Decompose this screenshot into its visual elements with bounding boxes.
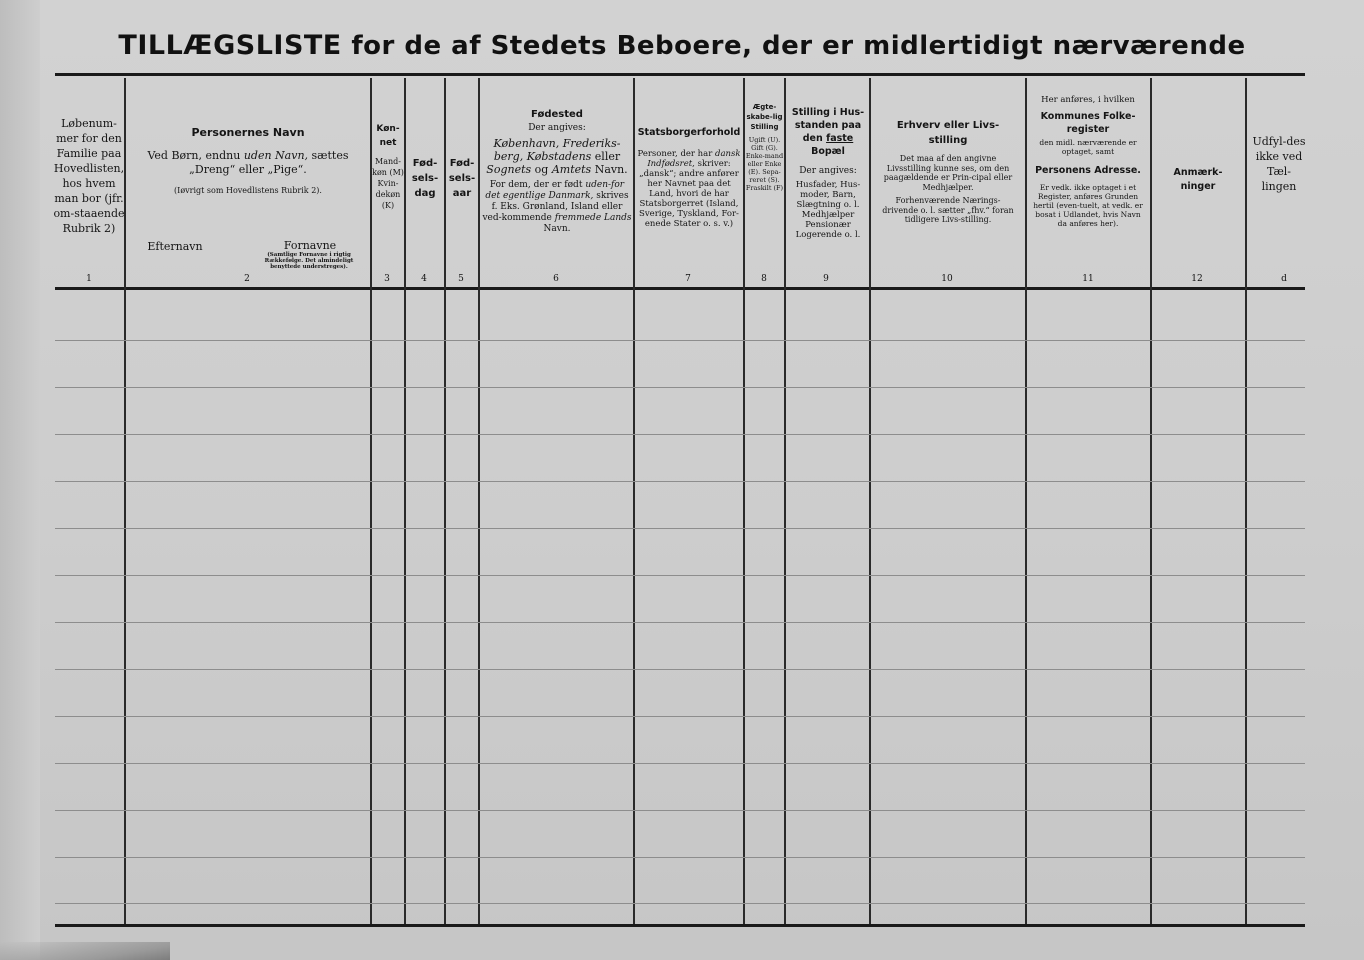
entry-row-line: [55, 575, 1305, 576]
col7-italic: dansk Indfødsret,: [647, 149, 741, 169]
col9-heading: [787, 106, 869, 158]
col12-heading: Anmærk-ninger: [1173, 167, 1223, 192]
col8-text: Ugift (U). Gift (G). Enke-mand eller Enke (E). Sepa-reret (S). Fraskilt (F): [745, 136, 784, 192]
col2-line1: [128, 149, 368, 163]
col10-heading: Erhverv eller Livs-stilling: [896, 120, 1000, 146]
entry-row-line: [55, 810, 1305, 811]
col12-header: [1160, 166, 1236, 194]
col6-line1: [482, 137, 632, 176]
col10-text1: Det maa af den angivne Livsstilling kunne ses, om den paagældende er Prin-cipal eller Medhjælper.: [883, 154, 1013, 192]
col5-header: [446, 156, 478, 201]
col-divider: [869, 78, 871, 924]
col2-firstnames-label: Fornavne: [283, 239, 337, 252]
col-number: 3: [384, 274, 390, 284]
cold-header: Udfyl-des ikke ved Tæl-lingen: [1252, 135, 1306, 193]
col6-p2-italic: uden-for det egentlige Danmark,: [485, 180, 625, 201]
col2-line1-end: sættes: [311, 149, 349, 162]
col6-county: Amtets: [551, 163, 592, 176]
entry-row-line: [55, 340, 1305, 341]
col-number: 9: [823, 274, 829, 284]
col7-t1: Personer, der har: [637, 149, 713, 159]
title-part2: for de af Stedets Beboere, der er: [351, 31, 854, 61]
col-number: 5: [458, 274, 464, 284]
col6-or: eller: [594, 150, 621, 163]
bottom-rule: [55, 924, 1305, 927]
col3-text: Mand-køn (M) Kvin-dekøn (K): [372, 157, 404, 210]
col-number: 2: [244, 274, 250, 284]
page-edge: [0, 0, 40, 960]
entry-row-line: [55, 528, 1305, 529]
col-divider: [404, 78, 406, 924]
col9-heading-underlined: faste: [826, 133, 854, 144]
col-number: 7: [685, 274, 691, 284]
col1-header: Løbenum-mer for den Familie paa Hovedlisten, hos hvem man bor (jfr. om-staaende Rubrik 2): [53, 117, 125, 235]
col9-heading-start: Stilling i Hus-standen paa den: [791, 107, 865, 144]
col6-parish: Sognets: [486, 163, 532, 176]
col-number: 4: [421, 274, 427, 284]
entry-row-line: [55, 857, 1305, 858]
col7-text: [635, 149, 743, 229]
col11-intro: Her anføres, i hvilken: [1041, 95, 1135, 105]
col7-t2: skriver: „dansk“; andre anfører her Navnet paa det Land, hvori de har Statsborgerret (Island, Sverige, Tyskland, For-enede Stater o. s. v.): [639, 159, 739, 229]
col6-cities: København, Frederiks-berg, Købstadens: [493, 137, 621, 163]
col-number: 10: [941, 274, 953, 284]
entry-row-line: [55, 903, 1305, 904]
top-rule: [55, 73, 1305, 76]
col11-heading2: Personens Adresse.: [1035, 165, 1141, 176]
col-divider: [478, 78, 480, 924]
header-bottom-rule: [55, 287, 1305, 290]
col6-sub: Der angives:: [528, 123, 586, 133]
entry-row-line: [55, 434, 1305, 435]
col9-sub: Der angives:: [799, 166, 857, 176]
entry-row-line: [55, 481, 1305, 482]
col11-heading: Kommunes Folke-register: [1040, 111, 1136, 135]
col3-header: [372, 122, 404, 211]
col7-header: [635, 126, 743, 229]
col-divider: [1245, 78, 1247, 924]
col6-p2c: Navn.: [543, 224, 571, 234]
col-divider: [1150, 78, 1152, 924]
col4-heading: Fød-sels-dag: [411, 158, 439, 199]
col-number: 11: [1082, 274, 1094, 284]
entry-row-line: [55, 669, 1305, 670]
title-part3: midlertidigt nærværende: [863, 31, 1246, 61]
col-number: 8: [761, 274, 767, 284]
col5-heading: Fød-sels-aar: [448, 158, 476, 199]
col10-text2: Forhenværende Nærings-drivende o. l. sætter „fhv.“ foran tidligere Livs-stilling.: [882, 196, 1014, 224]
entry-row-line: [55, 716, 1305, 717]
form-title: [0, 30, 1364, 61]
col11-text1: den midl. nærværende er optaget, samt: [1039, 138, 1137, 156]
col6-p2-italic2: fremmede Lands: [554, 213, 632, 223]
col6-p2b: skrives f. Eks. Grønland, Island eller ved-kommende: [482, 191, 629, 223]
torn-paper-corner: [0, 942, 170, 960]
entry-row-line: [55, 622, 1305, 623]
col2-note: (Iøvrigt som Hovedlistens Rubrik 2).: [174, 186, 322, 195]
col7-heading: Statsborgerforhold: [637, 127, 741, 138]
col2-line2: „Dreng“ eller „Pige“.: [189, 163, 307, 176]
col9-header: [787, 106, 869, 240]
col6-heading: Fødested: [531, 109, 583, 120]
col2-header: [128, 126, 368, 196]
col8-header: [745, 102, 784, 192]
col-divider: [444, 78, 446, 924]
col-number: 12: [1191, 274, 1203, 284]
col11-header: [1030, 95, 1146, 228]
col-divider: [1025, 78, 1027, 924]
entry-row-line: [55, 763, 1305, 764]
col2-heading: Personernes Navn: [191, 126, 305, 139]
col2-surname-label: Efternavn: [147, 240, 203, 253]
entry-row-line: [55, 387, 1305, 388]
col-number: 1: [86, 274, 92, 284]
title-part1: TILLÆGSLISTE: [118, 30, 342, 61]
col9-text: Husfader, Hus-moder, Barn, Slægtning o. l. Medhjælper Pensionær Logerende o. l.: [795, 180, 861, 240]
col4-header: [406, 156, 444, 201]
col9-heading-end: Bopæl: [811, 146, 845, 157]
col2-firstnames-note: (Samtlige Fornavne i rigtig Rækkefølge. Det almindeligt benyttede understreges).: [264, 252, 354, 270]
col3-heading: Køn-net: [376, 124, 400, 148]
col6-header: [482, 108, 632, 235]
col2-line1-italic: uden Navn,: [243, 149, 309, 162]
col10-header: [880, 118, 1016, 225]
col2-line1-start: Ved Børn, endnu: [147, 149, 241, 162]
col6-p2a: For dem, der er født: [489, 180, 583, 190]
col-number: d: [1281, 274, 1287, 284]
col11-text2: Er vedk. ikke optaget i et Register, anføres Grunden hertil (even-tuelt, at vedk. er bosat i Udlandet, hvis Navn da anføres her).: [1033, 183, 1143, 228]
col6-name: Navn.: [594, 163, 628, 176]
col6-para2: [482, 180, 632, 235]
col8-heading: Ægte-skabe-lig Stilling: [746, 103, 783, 131]
col-divider: [743, 78, 745, 924]
col-number: 6: [553, 274, 559, 284]
col6-and: og: [534, 163, 549, 176]
col-divider: [784, 78, 786, 924]
